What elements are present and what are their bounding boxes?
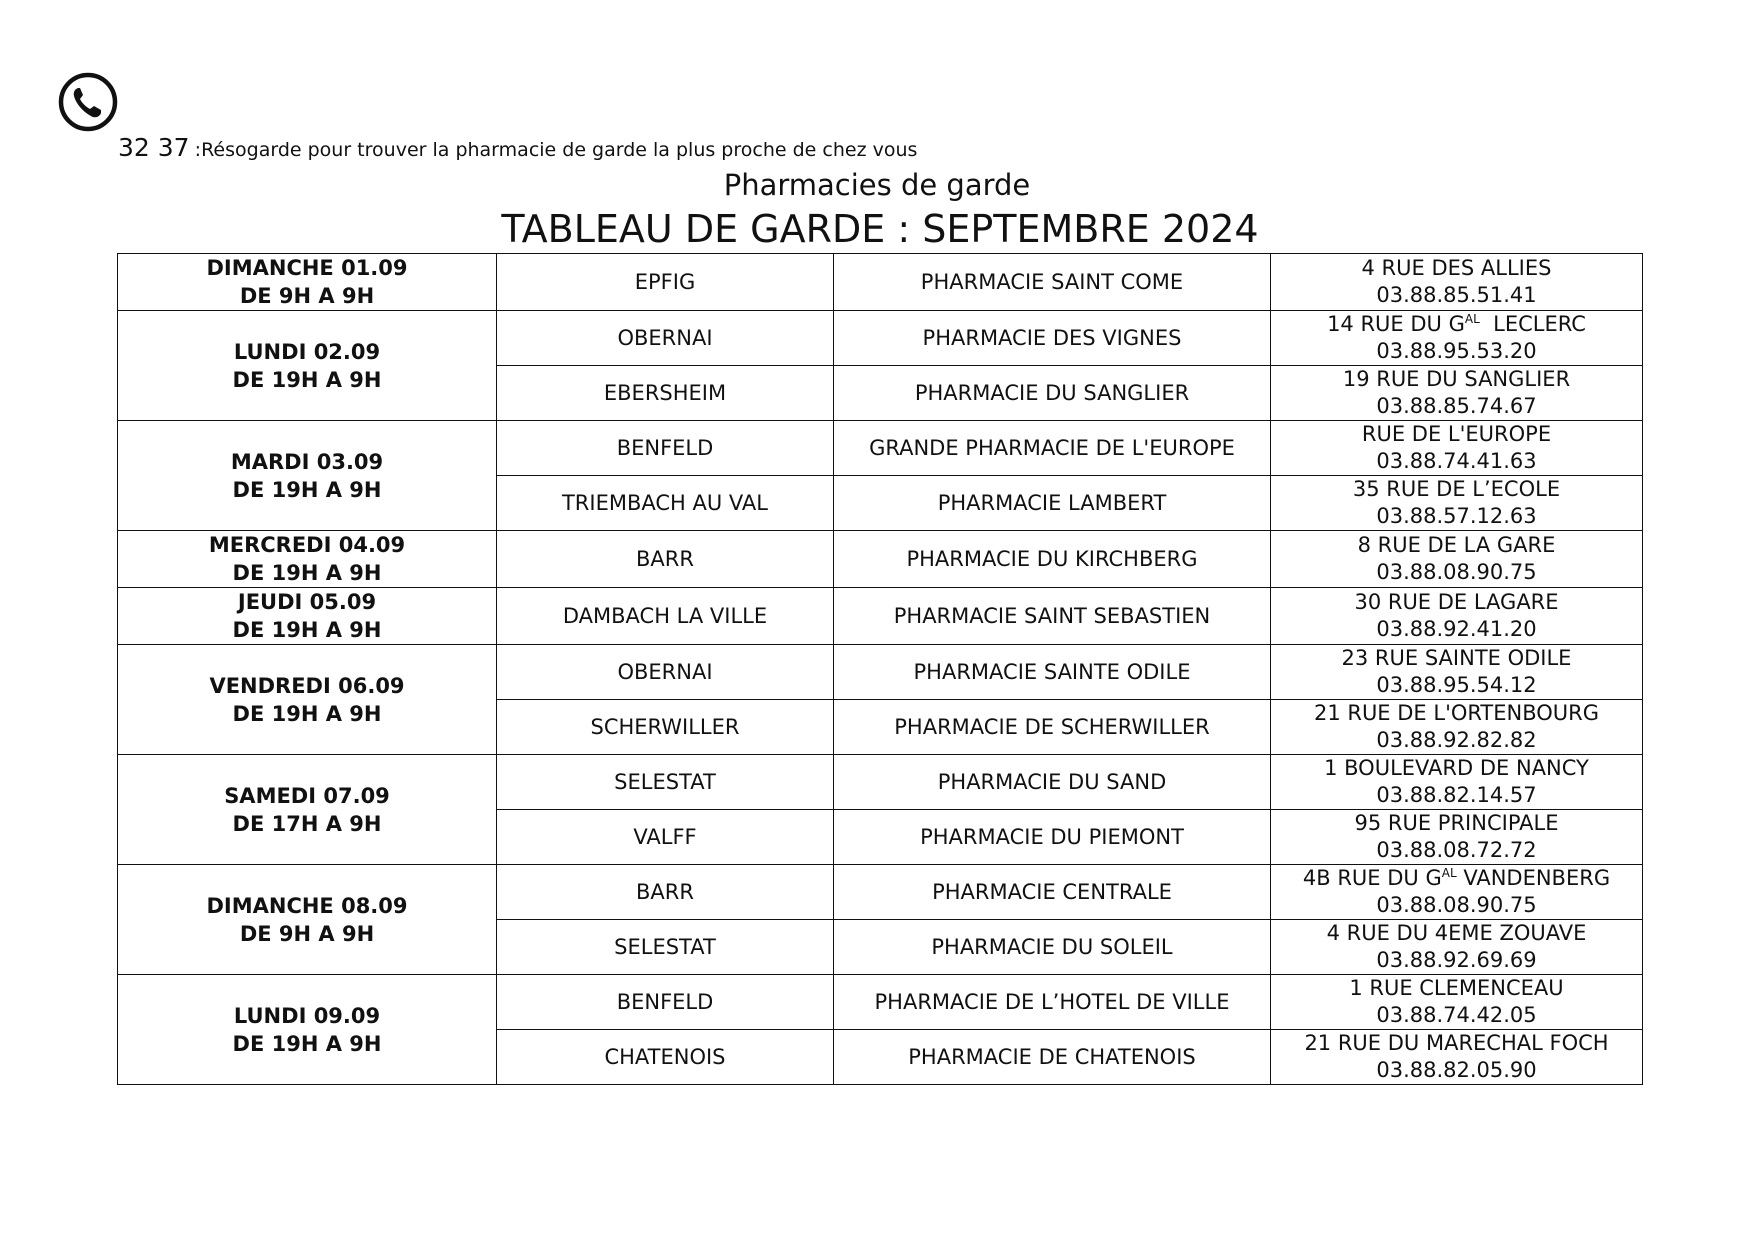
- pharmacy-phone: 03.88.92.69.69: [1376, 948, 1537, 972]
- duty-date-cell: [118, 865, 497, 975]
- duty-schedule-table: [117, 253, 1643, 1085]
- table-row: [118, 254, 1643, 311]
- duty-date-cell: [118, 531, 497, 588]
- pharmacy-address: 21 RUE DE L'ORTENBOURG: [1313, 701, 1600, 725]
- address-cell: [1271, 975, 1643, 1030]
- table-row: [118, 531, 1643, 588]
- address-cell: [1271, 254, 1643, 311]
- pharmacy-name-cell: PHARMACIE SAINT SEBASTIEN: [834, 588, 1271, 645]
- pharmacy-address: 23 RUE SAINTE ODILE: [1341, 646, 1572, 670]
- table-row: [118, 311, 1643, 366]
- pharmacy-address: 30 RUE DE LAGARE: [1354, 590, 1559, 614]
- pharmacy-phone: 03.88.74.41.63: [1376, 449, 1537, 473]
- town-cell: SELESTAT: [497, 755, 834, 810]
- pharmacy-address: [1275, 865, 1638, 892]
- table-row: [118, 865, 1643, 920]
- duty-hours: DE 19H A 9H: [232, 561, 382, 585]
- pharmacy-phone: 03.88.85.51.41: [1376, 283, 1537, 307]
- address-cell: [1271, 311, 1643, 366]
- duty-hours: DE 19H A 9H: [232, 477, 382, 502]
- duty-date-cell: [118, 975, 497, 1085]
- town-cell: SELESTAT: [497, 920, 834, 975]
- duty-hours: DE 19H A 9H: [232, 1031, 382, 1056]
- pharmacy-name-cell: PHARMACIE DE CHATENOIS: [834, 1030, 1271, 1085]
- table-row: [118, 588, 1643, 645]
- table-row: [118, 421, 1643, 476]
- address-cell: [1271, 700, 1643, 755]
- address-prefix: 4B RUE DU G: [1302, 866, 1442, 890]
- town-cell: BENFELD: [497, 421, 834, 476]
- duty-date: DIMANCHE 08.09: [206, 893, 408, 918]
- duty-hours: DE 19H A 9H: [232, 618, 382, 642]
- pharmacy-name-cell: PHARMACIE DE L’HOTEL DE VILLE: [834, 975, 1271, 1030]
- pharmacy-address: RUE DE L'EUROPE: [1361, 422, 1552, 446]
- pharmacy-name-cell: GRANDE PHARMACIE DE L'EUROPE: [834, 421, 1271, 476]
- duty-date-cell: [118, 588, 497, 645]
- page-subtitle: Pharmacies de garde: [723, 168, 1031, 202]
- pharmacy-name-cell: PHARMACIE DU KIRCHBERG: [834, 531, 1271, 588]
- hotline-line: [118, 133, 917, 162]
- pharmacy-phone: 03.88.82.05.90: [1376, 1058, 1537, 1082]
- town-cell: CHATENOIS: [497, 1030, 834, 1085]
- page-title: TABLEAU DE GARDE : SEPTEMBRE 2024: [501, 207, 1259, 251]
- address-cell: [1271, 421, 1643, 476]
- address-prefix: 14 RUE DU G: [1327, 312, 1465, 336]
- town-cell: OBERNAI: [497, 311, 834, 366]
- pharmacy-address: 35 RUE DE L’ECOLE: [1352, 477, 1561, 501]
- pharmacy-phone: 03.88.82.14.57: [1376, 783, 1537, 807]
- town-cell: VALFF: [497, 810, 834, 865]
- phone-icon: [58, 72, 118, 132]
- address-suffix: VANDENBERG: [1456, 866, 1611, 890]
- pharmacy-phone: 03.88.08.72.72: [1376, 838, 1537, 862]
- pharmacy-address: 1 RUE CLEMENCEAU: [1349, 976, 1564, 1000]
- duty-date: VENDREDI 06.09: [209, 673, 405, 698]
- pharmacy-name-cell: PHARMACIE SAINT COME: [834, 254, 1271, 311]
- pharmacy-phone: 03.88.08.90.75: [1376, 893, 1537, 917]
- table-row: [118, 755, 1643, 810]
- table-row: [118, 975, 1643, 1030]
- address-suffix: LECLERC: [1479, 312, 1586, 336]
- duty-date: LUNDI 09.09: [233, 1003, 381, 1028]
- address-cell: [1271, 588, 1643, 645]
- duty-date: DIMANCHE 01.09: [206, 256, 408, 280]
- duty-date: LUNDI 02.09: [233, 339, 381, 364]
- duty-hours: DE 9H A 9H: [239, 284, 375, 308]
- address-superscript: AL: [1441, 866, 1457, 880]
- address-cell: [1271, 645, 1643, 700]
- pharmacy-address: 8 RUE DE LA GARE: [1357, 533, 1556, 557]
- duty-date-cell: [118, 311, 497, 421]
- address-cell: [1271, 366, 1643, 421]
- duty-hours: DE 9H A 9H: [239, 921, 375, 946]
- duty-date: MARDI 03.09: [230, 449, 384, 474]
- hotline-text: :Résogarde pour trouver la pharmacie de garde la plus proche de chez vous: [194, 139, 918, 161]
- pharmacy-name-cell: PHARMACIE CENTRALE: [834, 865, 1271, 920]
- address-cell: [1271, 1030, 1643, 1085]
- pharmacy-name-cell: PHARMACIE SAINTE ODILE: [834, 645, 1271, 700]
- pharmacy-name-cell: PHARMACIE DU SAND: [834, 755, 1271, 810]
- pharmacy-name-cell: PHARMACIE DES VIGNES: [834, 311, 1271, 366]
- pharmacy-name-cell: PHARMACIE DE SCHERWILLER: [834, 700, 1271, 755]
- pharmacy-name-cell: PHARMACIE LAMBERT: [834, 476, 1271, 531]
- pharmacy-address: 4 RUE DES ALLIES: [1361, 256, 1552, 280]
- address-cell: [1271, 920, 1643, 975]
- town-cell: OBERNAI: [497, 645, 834, 700]
- town-cell: SCHERWILLER: [497, 700, 834, 755]
- hotline-number: 32 37: [118, 133, 190, 162]
- duty-schedule-body: [118, 254, 1643, 1085]
- duty-hours: DE 19H A 9H: [232, 367, 382, 392]
- duty-date-cell: [118, 645, 497, 755]
- town-cell: EPFIG: [497, 254, 834, 311]
- pharmacy-address: [1275, 311, 1638, 338]
- pharmacy-address: 95 RUE PRINCIPALE: [1354, 811, 1559, 835]
- address-superscript: AL: [1464, 312, 1480, 326]
- address-cell: [1271, 810, 1643, 865]
- town-cell: BENFELD: [497, 975, 834, 1030]
- town-cell: BARR: [497, 531, 834, 588]
- pharmacy-address: 1 BOULEVARD DE NANCY: [1324, 756, 1589, 780]
- pharmacy-phone: 03.88.57.12.63: [1376, 504, 1537, 528]
- address-cell: [1271, 531, 1643, 588]
- pharmacy-name-cell: PHARMACIE DU SANGLIER: [834, 366, 1271, 421]
- pharmacy-phone: 03.88.95.53.20: [1376, 339, 1537, 363]
- duty-date-cell: [118, 755, 497, 865]
- pharmacy-phone: 03.88.92.82.82: [1376, 728, 1537, 752]
- pharmacy-phone: 03.88.92.41.20: [1376, 617, 1537, 641]
- town-cell: TRIEMBACH AU VAL: [497, 476, 834, 531]
- town-cell: EBERSHEIM: [497, 366, 834, 421]
- pharmacy-phone: 03.88.85.74.67: [1376, 394, 1537, 418]
- pharmacy-phone: 03.88.95.54.12: [1376, 673, 1537, 697]
- address-cell: [1271, 476, 1643, 531]
- duty-date-cell: [118, 254, 497, 311]
- pharmacy-name-cell: PHARMACIE DU SOLEIL: [834, 920, 1271, 975]
- duty-hours: DE 19H A 9H: [232, 701, 382, 726]
- pharmacy-address: 21 RUE DU MARECHAL FOCH: [1304, 1031, 1609, 1055]
- town-cell: BARR: [497, 865, 834, 920]
- address-cell: [1271, 865, 1643, 920]
- pharmacy-address: 4 RUE DU 4EME ZOUAVE: [1326, 921, 1587, 945]
- duty-date: SAMEDI 07.09: [224, 783, 390, 808]
- duty-hours: DE 17H A 9H: [232, 811, 382, 836]
- duty-date: MERCREDI 04.09: [208, 533, 406, 557]
- duty-date: JEUDI 05.09: [237, 590, 377, 614]
- town-cell: DAMBACH LA VILLE: [497, 588, 834, 645]
- address-cell: [1271, 755, 1643, 810]
- duty-date-cell: [118, 421, 497, 531]
- table-row: [118, 645, 1643, 700]
- pharmacy-phone: 03.88.08.90.75: [1376, 560, 1537, 584]
- pharmacy-name-cell: PHARMACIE DU PIEMONT: [834, 810, 1271, 865]
- pharmacy-address: 19 RUE DU SANGLIER: [1342, 367, 1571, 391]
- pharmacy-phone: 03.88.74.42.05: [1376, 1003, 1537, 1027]
